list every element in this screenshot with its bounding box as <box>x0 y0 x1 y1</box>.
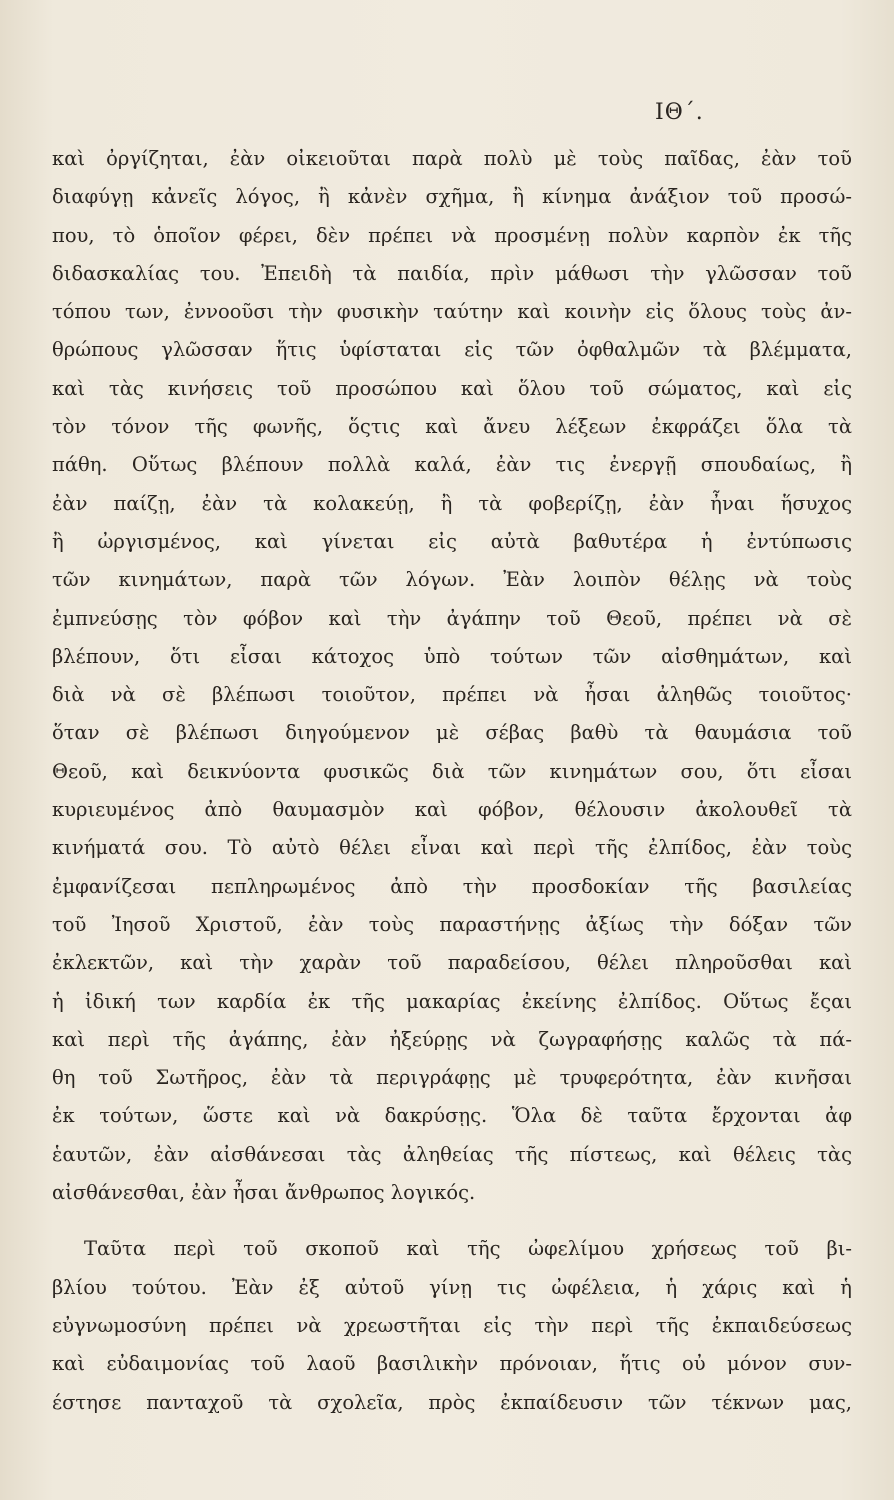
text-line: βλίου τούτου. Ἐὰν ἐξ αὐτοῦ γίνῃ τις ὠφέλεια, ἡ χάρις καὶ ἡ <box>52 1275 852 1299</box>
text-line: Θεοῦ, καὶ δεικνύοντα φυσικῶς διὰ τῶν κινημάτων σου, ὅτι εἶσαι <box>52 759 852 783</box>
page-number: ΙΘ΄. <box>655 100 704 125</box>
text-line: βλέπουν, ὅτι εἶσαι κάτοχος ὑπὸ τούτων τῶν αἰσθημάτων, καὶ <box>52 644 852 668</box>
text-line: ἐὰν παίζῃ, ἐὰν τὰ κολακεύῃ, ἢ τὰ φοβερίζῃ, ἐὰν ἦναι ἥσυχος <box>52 491 852 515</box>
text-line: τοῦ Ἰησοῦ Χριστοῦ, ἐὰν τοὺς παραστήνῃς ἀξίως τὴν δόξαν τῶν <box>52 912 852 936</box>
text-line: ἢ ὠργισμένος, καὶ γίνεται εἰς αὐτὰ βαθυτέρα ἡ ἐντύπωσις <box>52 529 852 553</box>
paragraph-1 <box>52 140 852 1212</box>
text-line: τὸν τόνον τῆς φωνῆς, ὅςτις καὶ ἄνευ λέξεων ἐκφράζει ὅλα τὰ <box>52 415 852 439</box>
text-line: καὶ ὀργίζηται, ἐὰν οἰκειοῦται παρὰ πολὺ μὲ τοὺς παῖδας, ἐὰν τοῦ <box>52 147 852 170</box>
text-line: ἐμφανίζεσαι πεπληρωμένος ἀπὸ τὴν προσδοκίαν τῆς βασιλείας <box>52 874 852 898</box>
body-text <box>52 140 852 1422</box>
paragraph-gap <box>52 1212 852 1230</box>
text-line: ὅταν σὲ βλέπωσι διηγούμενον μὲ σέβας βαθὺ τὰ θαυμάσια τοῦ <box>52 721 852 745</box>
text-line: αἰσθάνεσθαι, ἐὰν ἦσαι ἄνθρωπος λογικός. <box>52 1181 476 1205</box>
text-line: πάθη. Οὕτως βλέπουν πολλὰ καλά, ἐὰν τις ἐνεργῇ σπουδαίως, ἢ <box>52 453 852 477</box>
text-line: καὶ εὐδαιμονίας τοῦ λαοῦ βασιλικὴν πρόνοιαν, ἥτις οὐ μόνον συν- <box>52 1352 852 1376</box>
text-line: έστησε πανταχοῦ τὰ σχολεῖα, πρὸς ἐκπαίδευσιν τῶν τέκνων μας, <box>52 1390 852 1414</box>
text-line: ἐμπνεύσῃς τὸν φόβον καὶ τὴν ἀγάπην τοῦ Θεοῦ, πρέπει νὰ σὲ <box>52 606 852 630</box>
text-line: θη τοῦ Σωτῆρος, ἐὰν τὰ περιγράφῃς μὲ τρυφερότητα, ἐὰν κινῆσαι <box>52 1066 852 1090</box>
text-line: κινήματά σου. Τὸ αὐτὸ θέλει εἶναι καὶ περὶ τῆς ἐλπίδος, ἐὰν τοὺς <box>52 836 852 860</box>
text-line: ἡ ἰδική των καρδία ἐκ τῆς μακαρίας ἐκείνης ἐλπίδος. Οὕτως ἔςαι <box>52 989 852 1013</box>
text-line: τόπου των, ἐννοοῦσι τὴν φυσικὴν ταύτην καὶ κοινὴν εἰς ὅλους τοὺς ἀν- <box>52 300 852 324</box>
text-line: ἐκ τούτων, ὥστε καὶ νὰ δακρύσῃς. Ὅλα δὲ ταῦτα ἔρχονται ἀφ <box>52 1104 852 1128</box>
text-line: θρώπους γλῶσσαν ἥτις ὑφίσταται εἰς τῶν ὀφθαλμῶν τὰ βλέμματα, <box>52 338 852 362</box>
text-line: διαφύγῃ κἀνεῖς λόγος, ἢ κἀνὲν σχῆμα, ἢ κίνημα ἀνάξιον τοῦ προσώ- <box>52 185 852 209</box>
text-line: που, τὸ ὁποῖον φέρει, δὲν πρέπει νὰ προσμένῃ πολὺν καρπὸν ἐκ τῆς <box>52 223 852 247</box>
text-line: κυριευμένος ἀπὸ θαυμασμὸν καὶ φόβον, θέλουσιν ἀκολουθεῖ τὰ <box>52 798 852 822</box>
text-line: Ταῦτα περὶ τοῦ σκοποῦ καὶ τῆς ὠφελίμου χρήσεως τοῦ βι- <box>84 1237 852 1261</box>
text-line: τῶν κινημάτων, παρὰ τῶν λόγων. Ἐὰν λοιπὸν θέλῃς νὰ τοὺς <box>52 568 852 592</box>
text-line: ἐκλεκτῶν, καὶ τὴν χαρὰν τοῦ παραδείσου, θέλει πληροῦσθαι καὶ <box>52 951 852 975</box>
text-line: διδασκαλίας του. Ἐπειδὴ τὰ παιδία, πρὶν μάθωσι τὴν γλῶσσαν τοῦ <box>52 261 852 285</box>
text-line: διὰ νὰ σὲ βλέπωσι τοιοῦτον, πρέπει νὰ ἦσαι ἀληθῶς τοιοῦτος· <box>52 683 852 707</box>
text-line: καὶ περὶ τῆς ἀγάπης, ἐὰν ἠξεύρῃς νὰ ζωγραφήσῃς καλῶς τὰ πά- <box>52 1027 852 1051</box>
text-line: ἑαυτῶν, ἐὰν αἰσθάνεσαι τὰς ἀληθείας τῆς πίστεως, καὶ θέλεις τὰς <box>52 1142 852 1166</box>
text-line: καὶ τὰς κινήσεις τοῦ προσώπου καὶ ὅλου τοῦ σώματος, καὶ εἰς <box>52 376 852 400</box>
text-line: εὐγνωμοσύνη πρέπει νὰ χρεωστῆται εἰς τὴν περὶ τῆς ἐκπαιδεύσεως <box>52 1313 852 1337</box>
paragraph-2 <box>52 1230 852 1421</box>
